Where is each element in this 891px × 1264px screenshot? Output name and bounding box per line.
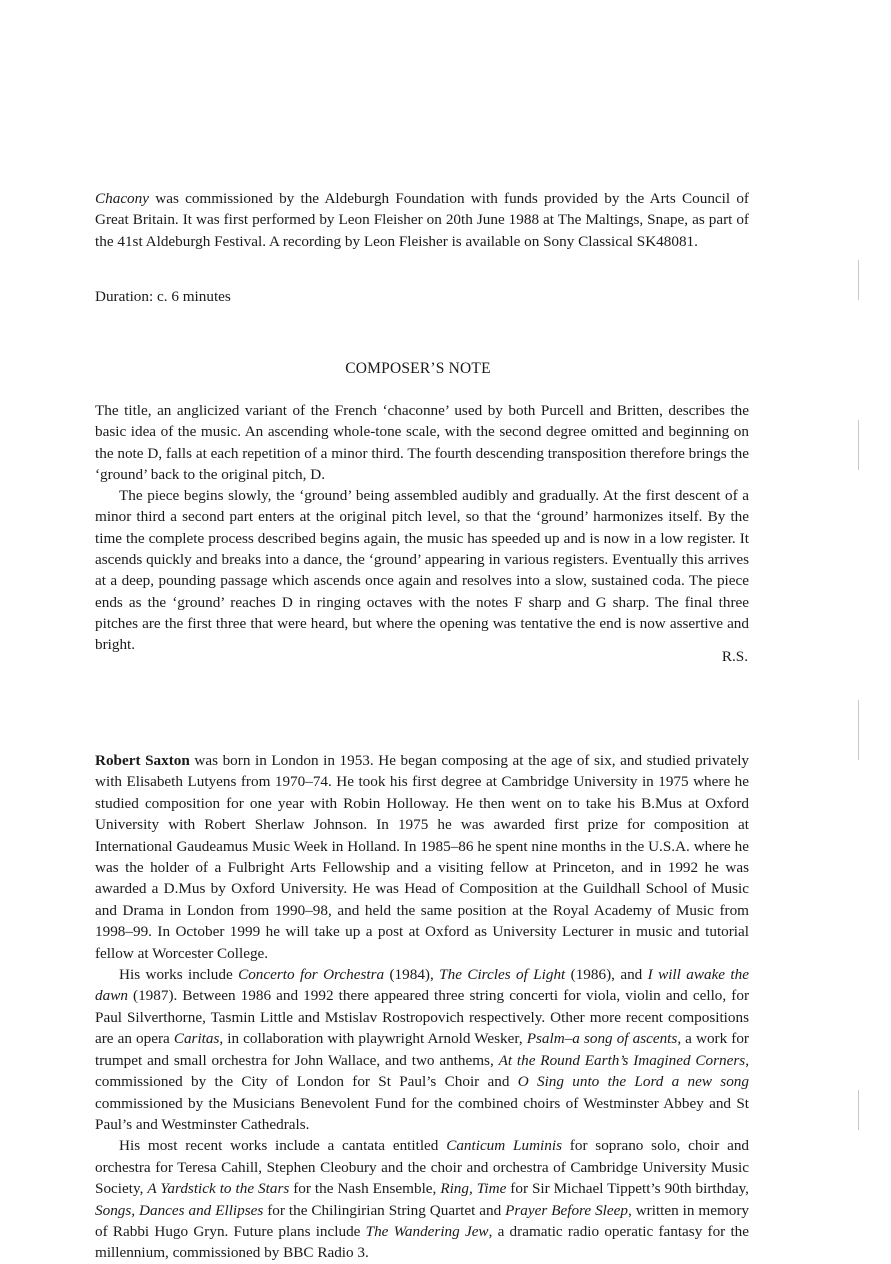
work-title: Chacony (95, 190, 149, 207)
bio-text: (1987). Between 1986 and 1992 there appeared three string concerti for viola, violin and cello, for Paul Silverthorne, Tasmin Little and Mstislav Rostropovich respectively. Other more recent compositions are an opera (95, 987, 749, 1048)
bio-paragraph-1 (95, 750, 749, 964)
work-title: A Yardstick to the Stars (147, 1180, 290, 1198)
work-title: The Circles of Light (439, 966, 566, 984)
work-title: Prayer Before Sleep (505, 1201, 628, 1219)
bio-text: for soprano solo, choir and orchestra for Teresa Cahill, Stephen Cleobury and the choir and orchestra of Cambridge University Music Society, (95, 1137, 750, 1198)
work-title: The Wandering Jew (365, 1222, 489, 1240)
bio-paragraph-2 (95, 964, 749, 1135)
composer-name: Robert Saxton (95, 752, 190, 769)
work-title: Songs, Dances and Ellipses (95, 1201, 264, 1219)
bio-text: His works include (119, 966, 239, 984)
bio-text: , commissioned by the City of London for St Paul’s Choir and (95, 1051, 749, 1091)
scan-edge-mark (858, 420, 859, 470)
work-title: O Sing unto the Lord a new song (517, 1073, 749, 1091)
bio-text: commissioned by the Musicians Benevolent Fund for the combined choirs of Westminster Abbey and St Paul’s and Westminster Cathedrals. (95, 1094, 749, 1133)
duration: Duration: c. 6 minutes (95, 288, 231, 305)
work-title: Caritas (173, 1030, 220, 1048)
bio-text: for Sir Michael Tippett’s 90th birthday, (506, 1180, 749, 1198)
work-title: Canticum Luminis (446, 1137, 562, 1155)
scan-edge-mark (858, 1090, 859, 1130)
note-paragraph-2: The piece begins slowly, the ‘ground’ being assembled audibly and gradually. At the first descent of a minor third a second part enters at the original pitch level, so that the ‘ground’ harmonizes itself. By the time the complete process described begins again, the music has speeded up and is now in a low register. It ascends quickly and breaks into a dance, the ‘ground’ appearing in various registers. Eventually this arrives at a deep, pounding passage which ascends once again and resolves into a slow, sustained coda. The piece ends as the ‘ground’ reaches D in ringing octaves with the notes F sharp and G sharp. The final three pitches are the first three that were heard, but where the opening was tentative the end is now assertive and bright. (95, 487, 749, 654)
bio-text: , a dramatic radio operatic fantasy for the millennium, commissioned by BBC Radio 3. (95, 1222, 749, 1262)
bio-text: (1984), (384, 966, 440, 984)
commission-paragraph (95, 188, 749, 252)
work-title: Ring, Time (440, 1180, 507, 1198)
bio-text: , written in memory of Rabbi Hugo Gryn. Future plans include (95, 1201, 750, 1240)
bio-text: for the Nash Ensemble, (289, 1180, 441, 1198)
bio-text: , a work for trumpet and small orchestra for John Wallace, and two anthems, (95, 1030, 749, 1069)
scan-edge-mark (858, 700, 859, 760)
scan-edge-mark (858, 260, 859, 300)
biography (95, 750, 749, 1264)
section-heading: COMPOSER’S NOTE (345, 360, 491, 377)
bio-text: His most recent works include a cantata entitled (119, 1137, 447, 1155)
composers-note (95, 400, 749, 656)
bio-text: (1986), and (565, 966, 648, 984)
work-title: At the Round Earth’s Imagined Corners (498, 1051, 746, 1069)
work-title: I will awake the dawn (95, 966, 749, 1005)
bio-text: was born in London in 1953. He began composing at the age of six, and studied privately with Elisabeth Lutyens from 1970–74. He took his first degree at Cambridge University in 1975 where he studied composition for one year with Robin Holloway. He then went on to take his B.Mus at Oxford University with Robert Sherlaw Johnson. In 1975 he was awarded first prize for composition at International Gaudeamus Music Week in Holland. In 1985–86 he spent nine months in the U.S.A. where he was the holder of a Fulbright Arts Fellowship and a visiting fellow at Princeton, and in 1992 he was awarded a D.Mus by Oxford University. He was Head of Composition at the Guildhall School of Music and Drama in London from 1990–98, and held the same position at the Royal Academy of Music from 1998–99. In October 1999 he will take up a post at Oxford as University Lecturer in music and tutorial fellow at Worcester College. (95, 752, 750, 962)
work-title: Concerto for Orchestra (238, 966, 385, 984)
note-paragraph-1: The title, an anglicized variant of the French ‘chaconne’ used by both Purcell and Britten, describes the basic idea of the music. An ascending whole-tone scale, with the second degree omitted and beginning on the note D, falls at each repetition of a minor third. The fourth descending transposition therefore brings the ‘ground’ back to the original pitch, D. (95, 402, 749, 483)
bio-text: for the Chilingirian String Quartet and (263, 1201, 506, 1219)
bio-text: , in collaboration with playwright Arnold Wesker, (219, 1030, 527, 1048)
commission-text: was commissioned by the Aldeburgh Foundation with funds provided by the Arts Council of Great Britain. It was first performed by Leon Fleisher on 20th June 1988 at The Maltings, Snape, as part of the 41st Aldeburgh Festival. A recording by Leon Fleisher is available on Sony Classical SK48081. (95, 190, 749, 250)
author-initials: R.S. (721, 648, 748, 665)
work-title: Psalm–a song of ascents (526, 1030, 678, 1048)
bio-paragraph-3 (95, 1135, 749, 1263)
